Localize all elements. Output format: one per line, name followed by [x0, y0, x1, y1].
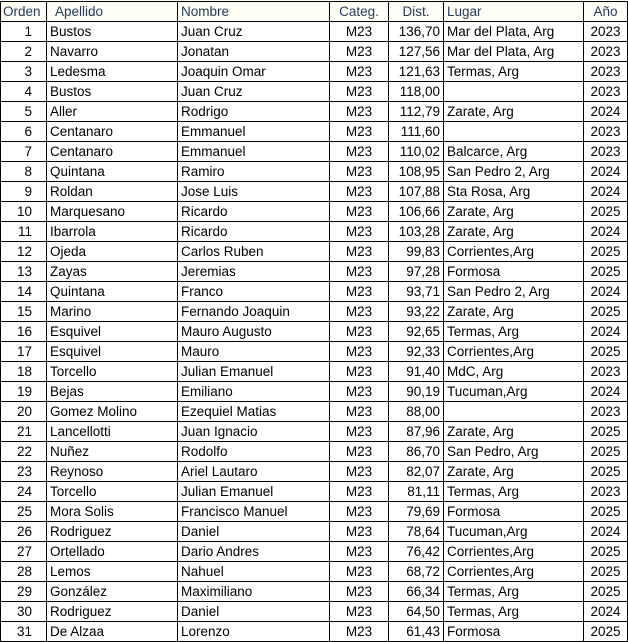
cell-orden: 17: [1, 342, 47, 362]
table-row: [1, 362, 628, 382]
cell-lugar: Tucuman,Arg: [444, 382, 584, 402]
cell-nombre: Jose Luis: [178, 182, 330, 202]
cell-categ: M23: [330, 522, 389, 542]
cell-orden: 21: [1, 422, 47, 442]
cell-apellido: Quintana: [47, 282, 178, 302]
cell-categ: M23: [330, 222, 389, 242]
cell-categ: M23: [330, 602, 389, 622]
cell-orden: 19: [1, 382, 47, 402]
cell-apellido: Marino: [47, 302, 178, 322]
cell-orden: 24: [1, 482, 47, 502]
cell-anio: 2023: [584, 42, 628, 62]
cell-dist: 86,70: [389, 442, 444, 462]
cell-categ: M23: [330, 142, 389, 162]
cell-anio: 2024: [584, 322, 628, 342]
cell-dist: 61,43: [389, 622, 444, 642]
cell-apellido: Esquivel: [47, 342, 178, 362]
cell-anio: 2025: [584, 502, 628, 522]
cell-nombre: Joaquin Omar: [178, 62, 330, 82]
cell-apellido: Aller: [47, 102, 178, 122]
cell-lugar: Sta Rosa, Arg: [444, 182, 584, 202]
table-row: [1, 22, 628, 42]
cell-orden: 1: [1, 22, 47, 42]
cell-nombre: Julian Emanuel: [178, 482, 330, 502]
cell-anio: 2023: [584, 142, 628, 162]
cell-orden: 22: [1, 442, 47, 462]
cell-apellido: Mora Solis: [47, 502, 178, 522]
cell-nombre: Jeremias: [178, 262, 330, 282]
cell-nombre: Rodrigo: [178, 102, 330, 122]
header-anio: Año: [584, 2, 628, 22]
cell-categ: M23: [330, 62, 389, 82]
cell-orden: 25: [1, 502, 47, 522]
cell-anio: 2024: [584, 602, 628, 622]
cell-nombre: Carlos Ruben: [178, 242, 330, 262]
cell-lugar: Formosa: [444, 262, 584, 282]
cell-anio: 2023: [584, 22, 628, 42]
cell-anio: 2025: [584, 302, 628, 322]
cell-anio: 2024: [584, 282, 628, 302]
cell-apellido: Rodriguez: [47, 522, 178, 542]
cell-orden: 14: [1, 282, 47, 302]
cell-anio: 2024: [584, 102, 628, 122]
cell-apellido: Esquivel: [47, 322, 178, 342]
cell-anio: 2023: [584, 402, 628, 422]
cell-categ: M23: [330, 402, 389, 422]
cell-apellido: Navarro: [47, 42, 178, 62]
cell-dist: 112,79: [389, 102, 444, 122]
cell-dist: 110,02: [389, 142, 444, 162]
cell-apellido: Lemos: [47, 562, 178, 582]
cell-lugar: Corrientes,Arg: [444, 562, 584, 582]
cell-apellido: Centanaro: [47, 122, 178, 142]
cell-apellido: Reynoso: [47, 462, 178, 482]
cell-lugar: Termas, Arg: [444, 322, 584, 342]
cell-nombre: Emmanuel: [178, 142, 330, 162]
cell-nombre: Lorenzo: [178, 622, 330, 642]
cell-categ: M23: [330, 502, 389, 522]
cell-orden: 15: [1, 302, 47, 322]
cell-nombre: Mauro Augusto: [178, 322, 330, 342]
cell-lugar: [444, 402, 584, 422]
cell-orden: 10: [1, 202, 47, 222]
cell-dist: 91,40: [389, 362, 444, 382]
cell-orden: 16: [1, 322, 47, 342]
cell-dist: 127,56: [389, 42, 444, 62]
cell-nombre: Rodolfo: [178, 442, 330, 462]
cell-nombre: Daniel: [178, 522, 330, 542]
cell-lugar: Formosa: [444, 622, 584, 642]
table-body: [1, 22, 628, 642]
cell-categ: M23: [330, 102, 389, 122]
cell-nombre: Emmanuel: [178, 122, 330, 142]
cell-orden: 4: [1, 82, 47, 102]
table-row: [1, 542, 628, 562]
cell-dist: 68,72: [389, 562, 444, 582]
cell-anio: 2024: [584, 182, 628, 202]
cell-apellido: Ibarrola: [47, 222, 178, 242]
cell-categ: M23: [330, 262, 389, 282]
cell-dist: 79,69: [389, 502, 444, 522]
table-row: [1, 142, 628, 162]
table-row: [1, 502, 628, 522]
cell-anio: 2024: [584, 382, 628, 402]
cell-anio: 2025: [584, 202, 628, 222]
cell-nombre: Mauro: [178, 342, 330, 362]
cell-nombre: Ricardo: [178, 202, 330, 222]
cell-apellido: Marquesano: [47, 202, 178, 222]
cell-anio: 2025: [584, 622, 628, 642]
cell-nombre: Ricardo: [178, 222, 330, 242]
cell-categ: M23: [330, 322, 389, 342]
cell-lugar: Termas, Arg: [444, 582, 584, 602]
table-row: [1, 62, 628, 82]
table-row: [1, 582, 628, 602]
cell-categ: M23: [330, 622, 389, 642]
cell-orden: 18: [1, 362, 47, 382]
cell-dist: 118,00: [389, 82, 444, 102]
table-row: [1, 322, 628, 342]
cell-orden: 7: [1, 142, 47, 162]
cell-apellido: Bustos: [47, 22, 178, 42]
cell-anio: 2025: [584, 582, 628, 602]
cell-anio: 2025: [584, 242, 628, 262]
cell-dist: 90,19: [389, 382, 444, 402]
cell-lugar: Termas, Arg: [444, 62, 584, 82]
header-categ: Categ.: [330, 2, 389, 22]
cell-lugar: Tucuman,Arg: [444, 522, 584, 542]
cell-anio: 2023: [584, 362, 628, 382]
table-row: [1, 602, 628, 622]
cell-anio: 2024: [584, 162, 628, 182]
cell-apellido: Rodriguez: [47, 602, 178, 622]
cell-lugar: Termas, Arg: [444, 602, 584, 622]
table-row: [1, 342, 628, 362]
cell-orden: 29: [1, 582, 47, 602]
cell-dist: 78,64: [389, 522, 444, 542]
cell-apellido: Lancellotti: [47, 422, 178, 442]
cell-apellido: Torcello: [47, 482, 178, 502]
cell-dist: 97,28: [389, 262, 444, 282]
cell-nombre: Fernando Joaquin: [178, 302, 330, 322]
cell-dist: 64,50: [389, 602, 444, 622]
cell-categ: M23: [330, 382, 389, 402]
cell-nombre: Jonatan: [178, 42, 330, 62]
cell-categ: M23: [330, 122, 389, 142]
cell-categ: M23: [330, 302, 389, 322]
table-row: [1, 82, 628, 102]
cell-lugar: San Pedro, Arg: [444, 442, 584, 462]
cell-lugar: Zarate, Arg: [444, 102, 584, 122]
cell-orden: 26: [1, 522, 47, 542]
cell-anio: 2025: [584, 262, 628, 282]
table-row: [1, 562, 628, 582]
cell-apellido: Roldan: [47, 182, 178, 202]
cell-orden: 28: [1, 562, 47, 582]
cell-orden: 8: [1, 162, 47, 182]
cell-anio: 2023: [584, 482, 628, 502]
cell-orden: 3: [1, 62, 47, 82]
cell-orden: 5: [1, 102, 47, 122]
cell-apellido: Bejas: [47, 382, 178, 402]
results-table: [0, 1, 628, 642]
cell-dist: 66,34: [389, 582, 444, 602]
table-row: [1, 162, 628, 182]
cell-dist: 92,65: [389, 322, 444, 342]
cell-lugar: San Pedro 2, Arg: [444, 282, 584, 302]
cell-orden: 30: [1, 602, 47, 622]
cell-dist: 93,71: [389, 282, 444, 302]
cell-orden: 27: [1, 542, 47, 562]
cell-categ: M23: [330, 162, 389, 182]
cell-lugar: Corrientes,Arg: [444, 542, 584, 562]
cell-categ: M23: [330, 342, 389, 362]
cell-lugar: Corrientes,Arg: [444, 342, 584, 362]
cell-nombre: Franco: [178, 282, 330, 302]
table-row: [1, 442, 628, 462]
cell-lugar: Termas, Arg: [444, 482, 584, 502]
cell-apellido: Quintana: [47, 162, 178, 182]
cell-anio: 2025: [584, 442, 628, 462]
cell-anio: 2025: [584, 342, 628, 362]
table-row: [1, 262, 628, 282]
cell-apellido: Ortellado: [47, 542, 178, 562]
table-row: [1, 122, 628, 142]
cell-orden: 31: [1, 622, 47, 642]
cell-dist: 136,70: [389, 22, 444, 42]
cell-orden: 11: [1, 222, 47, 242]
table-row: [1, 462, 628, 482]
cell-dist: 88,00: [389, 402, 444, 422]
cell-anio: 2024: [584, 222, 628, 242]
header-orden: Orden: [1, 2, 47, 22]
header-lugar: Lugar: [444, 2, 584, 22]
cell-categ: M23: [330, 182, 389, 202]
cell-lugar: [444, 122, 584, 142]
table-row: [1, 622, 628, 642]
cell-nombre: Francisco Manuel: [178, 502, 330, 522]
cell-lugar: Zarate, Arg: [444, 462, 584, 482]
cell-lugar: Mar del Plata, Arg: [444, 42, 584, 62]
cell-dist: 87,96: [389, 422, 444, 442]
cell-nombre: Ramiro: [178, 162, 330, 182]
cell-nombre: Juan Cruz: [178, 22, 330, 42]
cell-orden: 2: [1, 42, 47, 62]
cell-lugar: Zarate, Arg: [444, 202, 584, 222]
cell-dist: 103,28: [389, 222, 444, 242]
table-row: [1, 222, 628, 242]
cell-categ: M23: [330, 22, 389, 42]
cell-orden: 12: [1, 242, 47, 262]
table-row: [1, 42, 628, 62]
cell-categ: M23: [330, 542, 389, 562]
cell-categ: M23: [330, 82, 389, 102]
cell-dist: 99,83: [389, 242, 444, 262]
table-row: [1, 242, 628, 262]
cell-lugar: San Pedro 2, Arg: [444, 162, 584, 182]
header-row: [1, 2, 628, 22]
cell-orden: 9: [1, 182, 47, 202]
cell-nombre: Juan Cruz: [178, 82, 330, 102]
table-row: [1, 182, 628, 202]
header-apellido: Apellido: [47, 2, 178, 22]
cell-dist: 76,42: [389, 542, 444, 562]
cell-categ: M23: [330, 242, 389, 262]
cell-dist: 82,07: [389, 462, 444, 482]
cell-dist: 81,11: [389, 482, 444, 502]
cell-apellido: Nuñez: [47, 442, 178, 462]
cell-categ: M23: [330, 422, 389, 442]
cell-nombre: Ezequiel Matias: [178, 402, 330, 422]
cell-categ: M23: [330, 202, 389, 222]
cell-dist: 111,60: [389, 122, 444, 142]
table-row: [1, 282, 628, 302]
cell-lugar: Balcarce, Arg: [444, 142, 584, 162]
cell-nombre: Ariel Lautaro: [178, 462, 330, 482]
cell-categ: M23: [330, 42, 389, 62]
table-row: [1, 302, 628, 322]
table-row: [1, 402, 628, 422]
cell-orden: 13: [1, 262, 47, 282]
cell-nombre: Dario Andres: [178, 542, 330, 562]
cell-nombre: Julian Emanuel: [178, 362, 330, 382]
cell-lugar: Corrientes,Arg: [444, 242, 584, 262]
cell-anio: 2025: [584, 462, 628, 482]
cell-dist: 121,63: [389, 62, 444, 82]
table-row: [1, 102, 628, 122]
table-row: [1, 382, 628, 402]
cell-categ: M23: [330, 442, 389, 462]
cell-dist: 92,33: [389, 342, 444, 362]
cell-anio: 2025: [584, 562, 628, 582]
table-row: [1, 482, 628, 502]
cell-apellido: Torcello: [47, 362, 178, 382]
cell-nombre: Juan Ignacio: [178, 422, 330, 442]
cell-orden: 6: [1, 122, 47, 142]
cell-anio: 2023: [584, 122, 628, 142]
cell-categ: M23: [330, 362, 389, 382]
table-row: [1, 522, 628, 542]
cell-apellido: Centanaro: [47, 142, 178, 162]
cell-nombre: Daniel: [178, 602, 330, 622]
cell-lugar: Zarate, Arg: [444, 422, 584, 442]
cell-nombre: Nahuel: [178, 562, 330, 582]
cell-dist: 93,22: [389, 302, 444, 322]
cell-lugar: Zarate, Arg: [444, 302, 584, 322]
cell-categ: M23: [330, 562, 389, 582]
table-row: [1, 422, 628, 442]
cell-nombre: Maximiliano: [178, 582, 330, 602]
cell-anio: 2025: [584, 542, 628, 562]
cell-anio: 2023: [584, 82, 628, 102]
cell-apellido: Zayas: [47, 262, 178, 282]
header-dist: Dist.: [389, 2, 444, 22]
cell-apellido: Ojeda: [47, 242, 178, 262]
cell-lugar: Mar del Plata, Arg: [444, 22, 584, 42]
cell-lugar: MdC, Arg: [444, 362, 584, 382]
header-nombre: Nombre: [178, 2, 330, 22]
cell-nombre: Emiliano: [178, 382, 330, 402]
cell-anio: 2025: [584, 422, 628, 442]
cell-apellido: González: [47, 582, 178, 602]
cell-orden: 20: [1, 402, 47, 422]
cell-anio: 2024: [584, 522, 628, 542]
cell-lugar: [444, 82, 584, 102]
cell-anio: 2023: [584, 62, 628, 82]
cell-apellido: Ledesma: [47, 62, 178, 82]
cell-apellido: Gomez Molino: [47, 402, 178, 422]
cell-apellido: De Alzaa: [47, 622, 178, 642]
cell-lugar: Formosa: [444, 502, 584, 522]
cell-lugar: Zarate, Arg: [444, 222, 584, 242]
cell-apellido: Bustos: [47, 82, 178, 102]
table-row: [1, 202, 628, 222]
cell-dist: 107,88: [389, 182, 444, 202]
cell-categ: M23: [330, 462, 389, 482]
cell-dist: 108,95: [389, 162, 444, 182]
cell-categ: M23: [330, 282, 389, 302]
cell-orden: 23: [1, 462, 47, 482]
cell-dist: 106,66: [389, 202, 444, 222]
cell-categ: M23: [330, 482, 389, 502]
cell-categ: M23: [330, 582, 389, 602]
